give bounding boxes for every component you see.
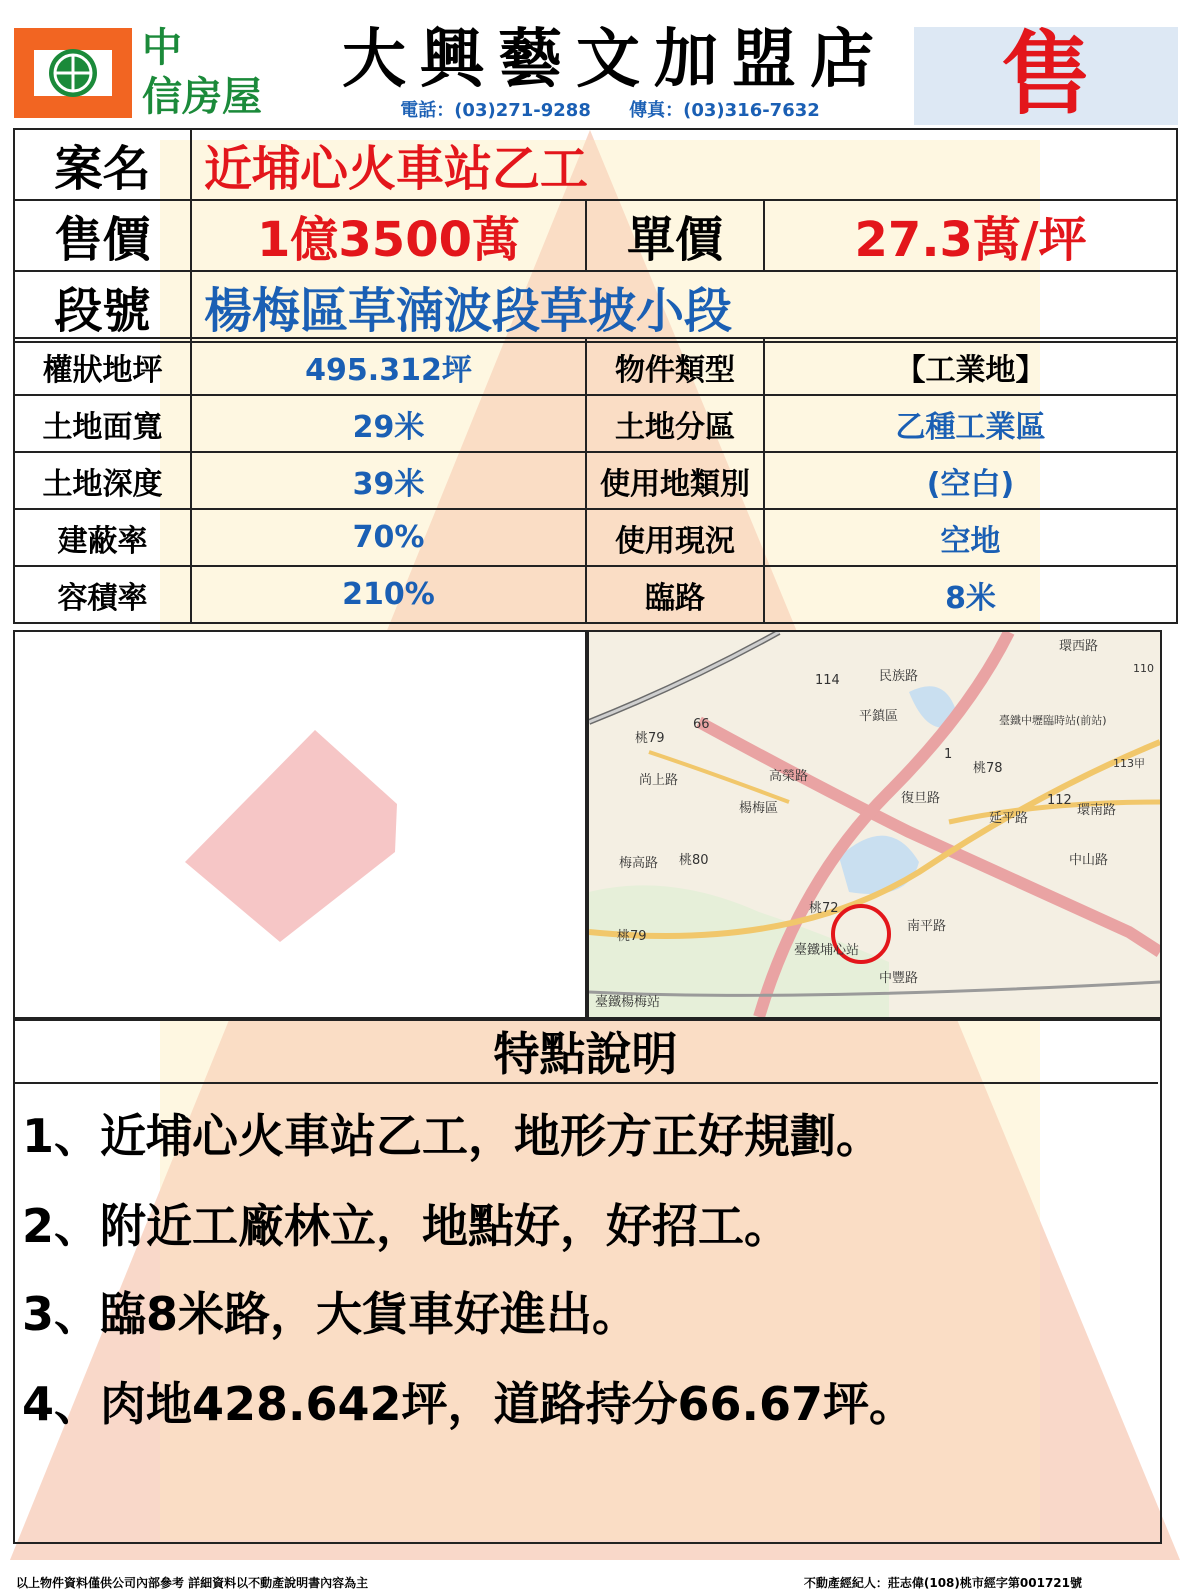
company-logo — [14, 28, 132, 118]
detail-row — [14, 338, 1177, 395]
map-label: 臺鐵中壢臨時站(前站) — [999, 714, 1107, 727]
map-label: 復旦路 — [901, 791, 941, 806]
contact-info — [330, 96, 890, 122]
detail-row — [14, 395, 1177, 452]
map-label: 高榮路 — [769, 769, 809, 784]
detail-value: (空白) — [764, 452, 1177, 509]
map-label: 中山路 — [1069, 853, 1109, 868]
map-label: 南平路 — [907, 919, 947, 934]
price-row — [14, 200, 1177, 271]
detail-label: 建蔽率 — [14, 509, 191, 566]
map-label: 環西路 — [1059, 639, 1099, 654]
detail-label: 物件類型 — [586, 338, 764, 395]
detail-label: 權狀地坪 — [14, 338, 191, 395]
map-label: 110 — [1133, 662, 1154, 675]
lot-label: 段號 — [14, 271, 191, 342]
detail-value: 29米 — [191, 395, 586, 452]
detail-label: 土地分區 — [586, 395, 764, 452]
detail-value: 8米 — [764, 566, 1177, 623]
name-row — [14, 129, 1177, 200]
feature-item: 2、附近工廠林立，地點好，好招工。 — [22, 1199, 791, 1253]
store-name: 大興藝文加盟店 — [342, 23, 888, 97]
detail-label: 使用現況 — [586, 509, 764, 566]
map-label: 臺鐵楊梅站 — [595, 995, 661, 1010]
brand-char: 中 — [142, 25, 182, 71]
phone-number: 電話：(03)271-9288 — [400, 100, 591, 121]
map-label: 中豐路 — [879, 971, 919, 986]
detail-label: 土地深度 — [14, 452, 191, 509]
lot-row — [14, 271, 1177, 342]
detail-value: 空地 — [764, 509, 1177, 566]
land-shape-panel — [13, 630, 587, 1019]
map-label: 臺鐵埔心站 — [794, 943, 860, 958]
unit-label: 單價 — [586, 200, 764, 271]
map-label: 環南路 — [1077, 803, 1117, 818]
detail-value: 495.312坪 — [191, 338, 586, 395]
price-value: 1億3500萬 — [191, 200, 586, 271]
detail-label: 臨路 — [586, 566, 764, 623]
feature-item: 3、臨8米路，大貨車好進出。 — [22, 1287, 639, 1341]
map-label: 桃79 — [617, 929, 647, 944]
brand-name: 信房屋 — [142, 74, 262, 120]
map-label: 楊梅區 — [739, 801, 779, 816]
summary-table — [13, 128, 1178, 343]
disclaimer-text: 以上物件資料僅供公司內部參考 詳細資料以不動產說明書內容為主 — [16, 1576, 369, 1590]
map-label: 桃79 — [635, 731, 665, 746]
detail-value: 70% — [191, 509, 586, 566]
unit-price-value: 27.3萬/坪 — [764, 200, 1177, 271]
map-label: 66 — [693, 717, 710, 732]
features-divider — [13, 1082, 1158, 1084]
map-label: 梅高路 — [619, 856, 659, 871]
detail-value: 39米 — [191, 452, 586, 509]
map-label: 桃72 — [809, 901, 839, 916]
map-label: 尚上路 — [639, 773, 679, 788]
sale-badge: 售 — [1001, 22, 1091, 127]
detail-row — [14, 452, 1177, 509]
detail-value: 乙種工業區 — [764, 395, 1177, 452]
detail-row — [14, 566, 1177, 623]
map-graphic — [589, 632, 1160, 1017]
map-label: 民族路 — [879, 669, 919, 684]
details-table — [13, 337, 1178, 624]
location-map — [587, 630, 1162, 1019]
land-parcel-shape — [15, 632, 585, 1017]
map-label: 112 — [1047, 793, 1072, 808]
detail-label: 容積率 — [14, 566, 191, 623]
detail-label: 土地面寬 — [14, 395, 191, 452]
detail-value: 【工業地】 — [764, 338, 1177, 395]
map-label: 桃80 — [679, 853, 709, 868]
agent-license-text: 不動產經紀人：莊志偉(108)桃市經字第001721號 — [803, 1576, 1082, 1590]
fax-number: 傳真：(03)316-7632 — [629, 100, 820, 121]
detail-row — [14, 509, 1177, 566]
map-label: 桃78 — [973, 761, 1003, 776]
map-label: 延平路 — [989, 811, 1029, 826]
detail-label: 使用地類別 — [586, 452, 764, 509]
map-label: 1 — [944, 747, 953, 762]
map-label: 113甲 — [1113, 757, 1145, 770]
map-label: 平鎮區 — [859, 709, 899, 724]
name-label: 案名 — [14, 129, 191, 200]
feature-item: 1、近埔心火車站乙工，地形方正好規劃。 — [22, 1109, 883, 1163]
detail-value: 210% — [191, 566, 586, 623]
map-label: 114 — [815, 673, 840, 688]
price-label: 售價 — [14, 200, 191, 271]
features-title: 特點說明 — [493, 1027, 678, 1081]
feature-item: 4、肉地428.642坪，道路持分66.67坪。 — [22, 1377, 916, 1431]
lot-value: 楊梅區草湳波段草坡小段 — [191, 271, 1177, 342]
name-value: 近埔心火車站乙工 — [191, 129, 1177, 200]
